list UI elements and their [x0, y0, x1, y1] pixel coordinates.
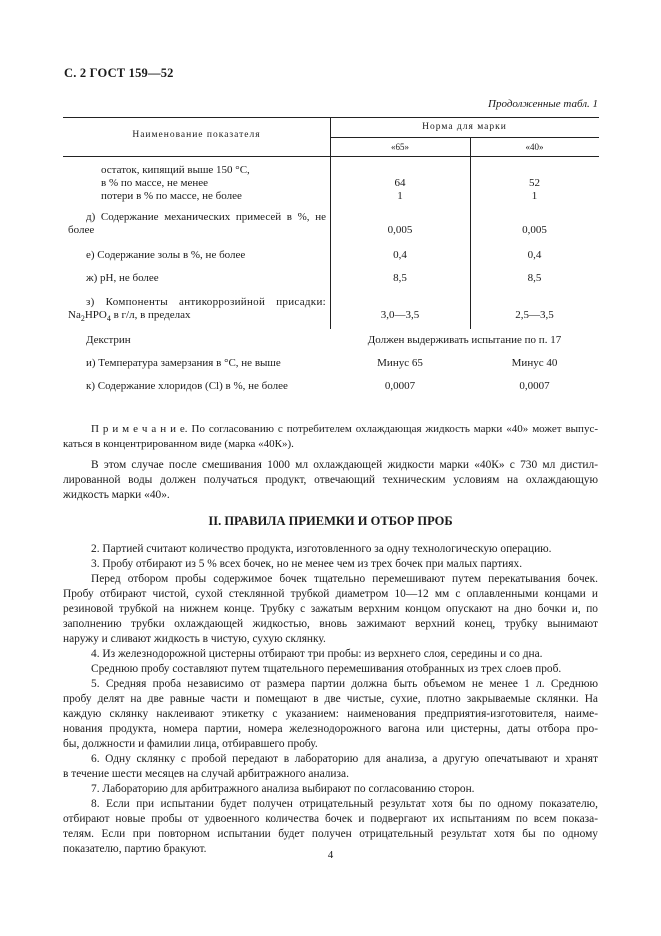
paragraph-line: в течение шести месяцев на случай арбитражного анализа. — [63, 768, 349, 780]
paragraph-line: наружу и сливают жидкость в чистую, сухую склянку. — [63, 633, 326, 645]
formula-part: HPO — [84, 309, 107, 321]
paragraph-line: нования продукта, номера партии, номера железнодорожного вагона или цистерны, даты отбора про- — [63, 723, 598, 735]
paragraph-line: каждую склянку наклеивают этикетку с указанием: наименования предприятия-изготовителя, наиме- — [63, 708, 598, 720]
row-label-formula — [68, 309, 326, 325]
cell-40-ash: 0,4 — [527, 249, 542, 261]
cell-value: 1 — [397, 190, 403, 202]
cell-40-residue — [470, 177, 599, 203]
paragraph-2: 2. Партией считают количество продукта, изготовленного за одну технологическую операцию. — [91, 543, 552, 555]
row-label: д) Содержание механических примесей в %, не — [86, 211, 326, 223]
section-title: II. ПРАВИЛА ПРИЕМКИ И ОТБОР ПРОБ — [208, 514, 453, 528]
cell-65-ash: 0,4 — [393, 249, 407, 261]
row-label: в % по массе, не менее — [101, 177, 209, 189]
column-header-norm: Норма для марки — [422, 122, 507, 132]
table-row-ph: ж) рН, не более — [86, 272, 159, 284]
paragraph-line: В этом случае после смешивания 1000 мл охлаждающей жидкости марки «40К» с 730 мл дистил- — [91, 459, 598, 471]
page-number: 4 — [327, 849, 334, 861]
table-header-bottom-rule — [63, 156, 599, 157]
paragraph-5: 5. Средняя проба независимо от размера партии должна быть объемом не менее 1 л. Среднюю — [91, 678, 598, 690]
paragraph-line: заполнению трубки охлаждающей жидкостью, вновь зажимают верхний конец, трубку вынимают — [63, 618, 598, 630]
norm-header-rule — [330, 137, 599, 138]
paragraph-line: Перед отбором пробы содержимое бочек тщательно перемешивают путем перекатывания бочек. — [91, 573, 598, 585]
table-top-rule — [63, 117, 599, 118]
cell-40-ph: 8,5 — [527, 272, 542, 284]
paragraph-line: жидкость марки «40». — [63, 489, 170, 501]
column-header-mark-40: «40» — [525, 142, 544, 152]
paragraph-line: резиновой трубкой на нижнем конце. Трубку с зажатым верхним концом опускают на дно бочки и, по — [63, 603, 598, 615]
formula-subscript: 4 — [106, 314, 111, 323]
paragraph-line: отбирают новые пробы от удвоенного количества бочек и подвергают их испытаниям по всем показа- — [63, 813, 598, 825]
document-header: С. 2 ГОСТ 159—52 — [64, 66, 174, 80]
note-label: П р и м е ч а н и е. — [91, 423, 188, 435]
note-text: По согласованию с потребителем охлаждающая жидкость марки «40» может выпус- — [191, 423, 598, 435]
cell-40-chlorides: 0,0007 — [519, 380, 550, 392]
cell-65-chlorides: 0,0007 — [384, 380, 416, 392]
row-label: з) Компоненты антикоррозийной присадки: — [86, 296, 326, 308]
paragraph-line: Пробу отбирают чистой, сухой стеклянной трубкой диаметром 10—12 мм с оплавленными концами и — [63, 588, 598, 600]
paragraph-4: 4. Из железнодорожной цистерны отбирают три пробы: из верхнего слоя, середины и со дна. — [91, 648, 543, 660]
section-body — [63, 542, 598, 857]
row-label: остаток, кипящий выше 150 °С, — [101, 164, 250, 176]
table-row-mechanical-impurities — [68, 211, 326, 237]
cell-dextrin: Должен выдерживать испытание по п. 17 — [367, 334, 562, 346]
cell-value: 52 — [529, 177, 540, 189]
paragraph-3: 3. Пробу отбирают из 5 % всех бочек, но не менее чем из трех бочек при малых партиях. — [91, 558, 523, 570]
note-line: каться в концентрированном виде (марка «40К»). — [63, 438, 294, 450]
cell-40-freezing: Минус 40 — [511, 357, 558, 369]
paragraph-line: телям. Если при повторном испытании будет получен отрицательный результат хотя бы по одному — [63, 828, 598, 840]
paragraph-7: 7. Лабораторию для арбитражного анализа выбирают по согласованию сторон. — [91, 783, 475, 795]
paragraph-line: показателю, партию бракуют. — [63, 843, 207, 855]
table-row-ash: е) Содержание золы в %, не более — [86, 249, 246, 261]
paragraph-line: пробу делят на две равные части и помещают в две чистые, сухие, плотно закрываемые склянки. На — [63, 693, 598, 705]
paragraph-line: бы, должности и фамилии лица, отбиравшего пробу. — [63, 738, 318, 750]
formula-part: в г/л, в пределах — [110, 309, 191, 321]
cell-40-inhibitor: 2,5—3,5 — [515, 309, 554, 321]
cell-65-freezing: Минус 65 — [377, 357, 423, 369]
paragraph-line: Среднюю пробу составляют путем тщательного перемешивания отобранных из трех слоев проб. — [91, 663, 562, 675]
formula-part: Na — [68, 309, 81, 321]
table-note — [63, 422, 598, 452]
table-row-chlorides: к) Содержание хлоридов (Сl) в %, не более — [86, 380, 288, 392]
table-row-corrosion-inhibitor — [68, 296, 326, 325]
note-line — [63, 422, 598, 437]
cell-65-ph: 8,5 — [393, 272, 407, 284]
cell-40-mechanical: 0,005 — [522, 224, 547, 236]
paragraph-6: 6. Одну склянку с пробой передают в лабораторию для анализа, а другую опечатывают и хранят — [91, 753, 598, 765]
cell-65-mechanical: 0,005 — [387, 224, 413, 236]
formula-subscript: 2 — [80, 314, 85, 323]
column-header-mark-65: «65» — [391, 142, 409, 152]
column-header-indicator: Наименование показателя — [132, 130, 261, 140]
paragraph-case — [63, 458, 598, 503]
paragraph-line: лированной воды должен получаться продукт, отвечающий техническим условиям на охлаждающую — [63, 474, 598, 486]
cell-65-residue — [330, 177, 470, 203]
cell-value: 1 — [531, 190, 538, 202]
table-row-freezing-temp: и) Температура замерзания в °С, не выше — [86, 357, 281, 369]
table-continuation-caption: Продолженные табл. 1 — [488, 98, 598, 110]
paragraph-8: 8. Если при испытании будет получен отрицательный результат хотя бы по одному показателю, — [91, 798, 598, 810]
row-label: потери в % по массе, не более — [101, 190, 242, 202]
table-row-dextrin: Декстрин — [86, 334, 131, 346]
cell-65-inhibitor: 3,0—3,5 — [380, 309, 420, 321]
table-row-residue — [101, 164, 250, 203]
cell-value: 64 — [394, 177, 406, 189]
row-label: более — [68, 224, 95, 236]
